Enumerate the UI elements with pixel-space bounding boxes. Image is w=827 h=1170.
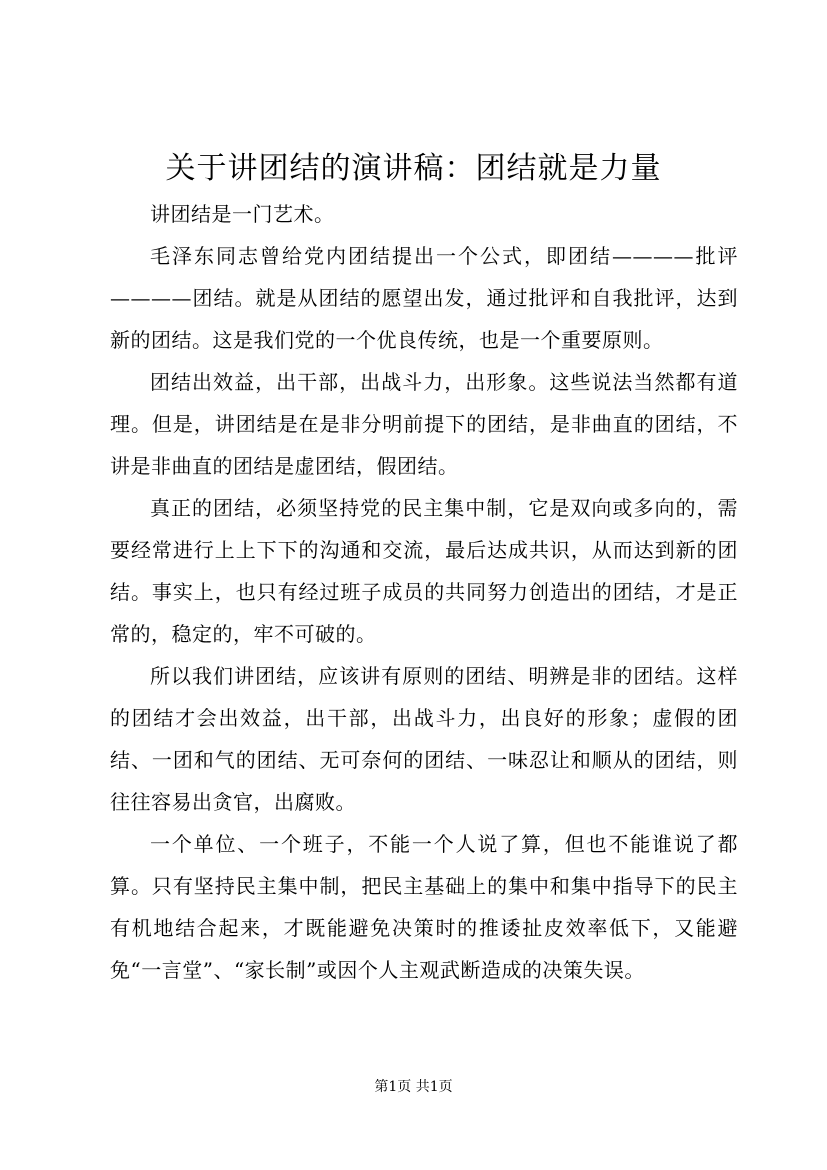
paragraph-6: 一个单位、一个班子，不能一个人说了算，但也不能谁说了都算。只有坚持民主集中制，把民主基础上的集中和集中指导下的民主有机地结合起来，才既能避免决策时的推诿扯皮效率低下，又能避免“一言堂”、“家长制”或因个人主观武断造成的决策失误。 — [110, 832, 738, 982]
document-title: 关于讲团结的演讲稿：团结就是力量 — [165, 151, 662, 186]
paragraph-4: 真正的团结，必须坚持党的民主集中制，它是双向或多向的，需要经常进行上上下下的沟通和交流，最后达成共识，从而达到新的团结。事实上，也只有经过班子成员的共同努力创造出的团结，才是正常的，稳定的，牢不可破的。 — [110, 496, 738, 646]
paragraph-5: 所以我们讲团结，应该讲有原则的团结、明辨是非的团结。这样的团结才会出效益，出干部，出战斗力，出良好的形象；虚假的团结、一团和气的团结、无可奈何的团结、一味忍让和顺从的团结，则往往容易出贪官，出腐败。 — [110, 664, 738, 814]
paragraph-3: 团结出效益，出干部，出战斗力，出形象。这些说法当然都有道理。但是，讲团结是在是非分明前提下的团结，是非曲直的团结，不讲是非曲直的团结是虚团结，假团结。 — [110, 370, 738, 478]
document-body — [110, 193, 738, 991]
paragraph-2: 毛泽东同志曾给党内团结提出一个公式，即团结————批评————团结。就是从团结的愿望出发，通过批评和自我批评，达到新的团结。这是我们党的一个优良传统，也是一个重要原则。 — [110, 244, 738, 352]
paragraph-1: 讲团结是一门艺术。 — [150, 202, 335, 226]
page-footer: 第1页 共1页 — [374, 1079, 453, 1095]
